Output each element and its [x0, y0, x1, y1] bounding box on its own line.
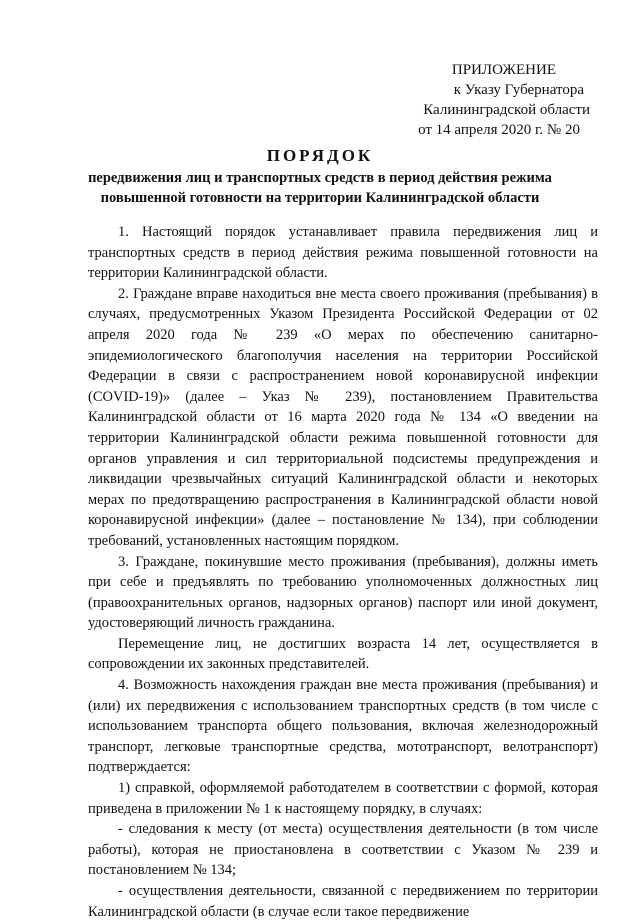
paragraph-2: 2. Граждане вправе находиться вне места своего проживания (пребывания) в случаях, предусмотренных Указом Президента Российской Федерации от 02 апреля 2020 года № 239 «О мерах по обеспечению санитарно-эпидемиологического благополучия населения на территории Российской Федерации в связи с распространением новой коронавирусной инфекции (COVID-19)» (далее – Указ № 239), постановлением Правительства Калининградской области от 16 марта 2020 года № 134 «О введении на территории Калининградской области режима повышенной готовности для органов управления и сил территориальной подсистемы предупреждения и ликвидации чрезвычайных ситуаций Калининградской области и некоторых мерах по предотвращению распространения в Калининградской области новой коронавирусной инфекции» (далее – постановление № 134), при соблюдении требований, установленных настоящим порядком.	[88, 285, 598, 549]
appendix-label: ПРИЛОЖЕНИЕ	[451, 62, 556, 78]
document-body	[88, 222, 598, 922]
appendix-date-line: от 14 апреля 2020 г. № 20	[418, 122, 580, 138]
paragraph-3: 3. Граждане, покинувшие место проживания (пребывания), должны иметь при себе и предъявлять по требованию уполномоченных должностных лиц (правоохранительных органов, надзорных органов) паспорт или иной документ, удостоверяющий личность гражданина.	[88, 553, 598, 632]
paragraph-4: 4. Возможность нахождения граждан вне места проживания (пребывания) и (или) их передвижения с использованием транспортных средств (в том числе с использованием транспорта общего пользования, включая железнодорожный транспорт, легковые транспортные средства, мототранспорт, велотранспорт) подтверждается:	[88, 677, 598, 776]
paragraph-4-item-1-case-1: - следования к месту (от места) осуществления деятельности (в том числе работы), которая не приостановлена в соответствии с Указом № 239 и постановлением № 134;	[88, 821, 598, 879]
paragraph-1: 1. Настоящий порядок устанавливает правила передвижения лиц и транспортных средств в период действия режима повышенной готовности на территории Калининградской области.	[88, 224, 598, 282]
paragraph-4-item-1-case-2: - осуществления деятельности, связанной с передвижением по территории Калининградской области (в случае если такое передвижение	[88, 883, 598, 920]
document-title: ПОРЯДОК	[266, 146, 374, 165]
appendix-decree-line: к Указу Губернатора	[453, 82, 584, 98]
paragraph-3-note: Перемещение лиц, не достигших возраста 14 лет, осуществляется в сопровождении их законных представителей.	[88, 635, 598, 673]
paragraph-4-item-1: 1) справкой, оформляемой работодателем в соответствии с формой, которая приведена в приложении № 1 к настоящему порядку, в случаях:	[88, 780, 598, 817]
appendix-header	[350, 60, 590, 140]
document-subtitle: передвижения лиц и транспортных средств в период действия режима повышенной готовности на территории Калининградской области	[88, 170, 552, 206]
appendix-region-line: Калининградской области	[423, 102, 590, 118]
